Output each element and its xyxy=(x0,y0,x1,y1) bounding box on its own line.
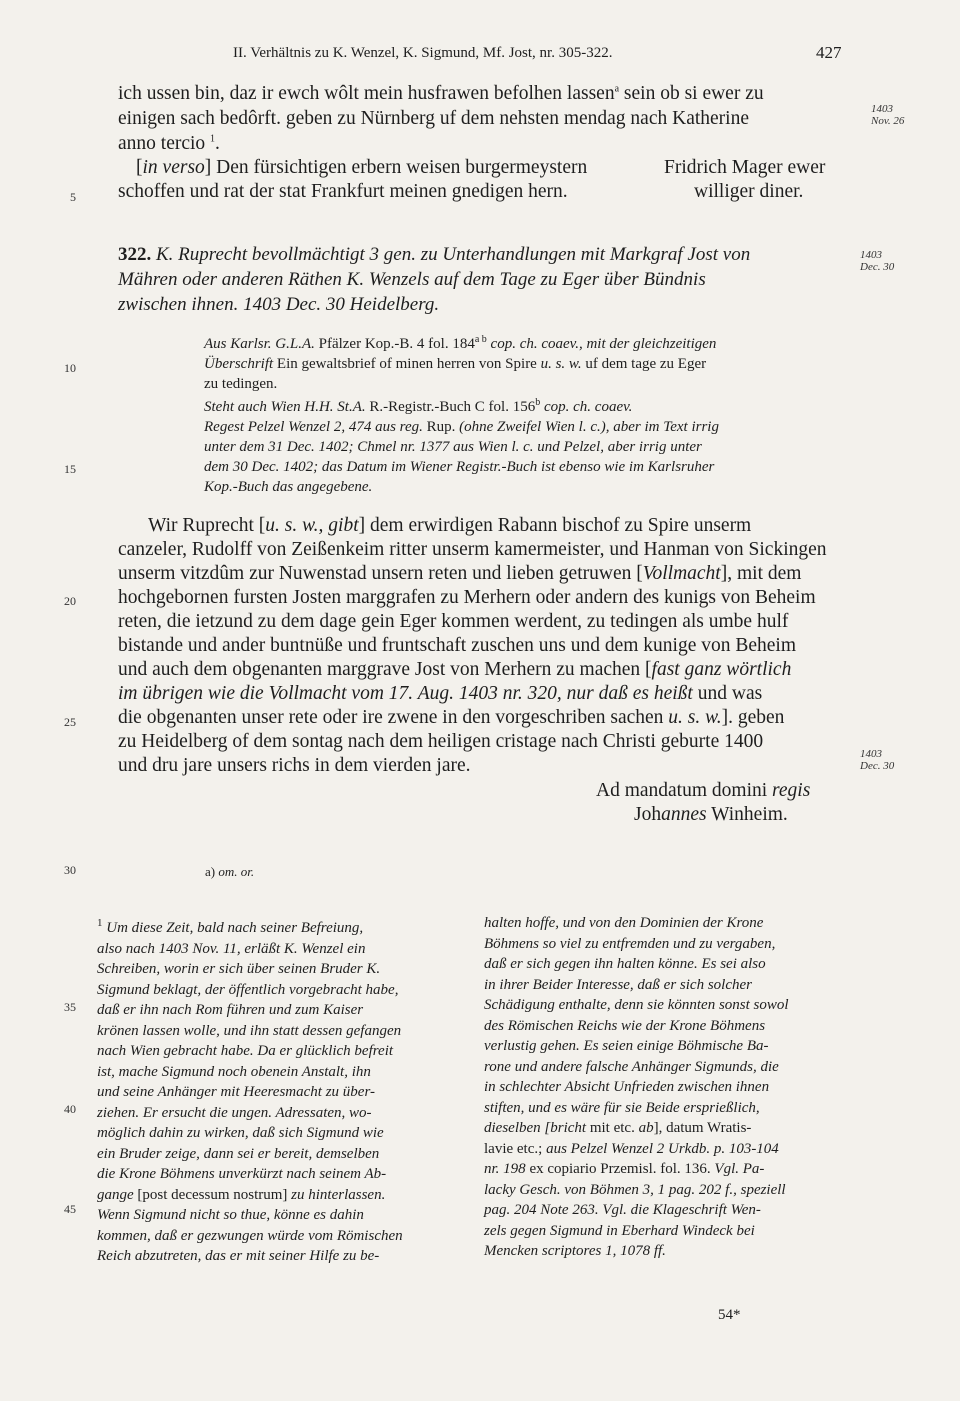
source-line-1: Aus Karlsr. G.L.A. Pfälzer Kop.-B. 4 fol. $184^{a b}$ cop. ch. coaev., mit der gleichzeitigen xyxy=(204,334,717,352)
text-line-5: reten, die ietzund zu dem dage gein Eger kommen werdent, zu tedingen als umbe hulf xyxy=(118,611,789,632)
top-line-3: anno tercio $^1$. xyxy=(118,133,220,154)
signer-line-2: williger diner. xyxy=(694,181,804,202)
entry-title-line-2: Mähren oder anderen Räthen K. Wenzels auf dem Tage zu Eger über Bündnis xyxy=(118,269,706,290)
running-title: II. Verhältnis zu K. Wenzel, K. Sigmund, Mf. Jost, nr. 305-322. xyxy=(233,45,613,61)
top-line-1: ich ussen bin, daz ir ewch wôlt mein husfrawen befolhen lassen$^a$ sein ob si ewer zu xyxy=(118,83,764,104)
text-line-2: canzeler, Rudolff von Zeißenkeim ritter unserm kamermeister, und Hanman von Sickingen xyxy=(118,539,827,560)
line-number: 10 xyxy=(64,361,76,375)
text-line-3: unserm vitzdûm zur Nuwenstad unsern reten und lieben getruwen [Vollmacht], mit dem xyxy=(118,563,802,584)
source-line-6: unter dem 31 Dec. 1402; Chmel nr. 1377 aus Wien l. c. und Pelzel, aber irrig unter xyxy=(204,439,702,455)
entry-title-line-3: zwischen ihnen. 1403 Dec. 30 Heidelberg. xyxy=(118,294,440,315)
source-line-2: Überschrift Ein gewaltsbrief of minen herren von Spire u. s. w. uf dem tage zu Eger xyxy=(204,356,707,372)
text-line-8: im übrigen wie die Vollmacht vom 17. Aug. 1403 nr. 320, nur daß es heißt und was xyxy=(118,683,763,704)
footnote-left: $^1$ Um diese Zeit, bald nach seiner Befreiung, also nach 1403 Nov. 11, erläßt K. Wenzel ein Schreiben, worin er sich über seinen Bruder K. Sigmund beklagt, der öffentlich vorgebracht habe, daß er ihn nach Rom führen und zum Kaiser krönen lassen wolle, und ihn statt dessen gefangen nach Wien gebracht habe. Da er glücklich befreit ist, mache Sigmund noch obenein Anstalt, ihn und seine Anhänger mit Heeresmacht zu über- ziehen. Er ersucht die ungen. Adressaten, wo- möglich dahin zu wirken, daß sich Sigmund wie ein Bruder zeige, dann sei er bereit, demselben die Krone Böhmens unverkürzt nach seinem Ab- gange [post decessum nostrum] zu hinterlassen. Wenn Sigmund nicht so thue, könne es dahin kommen, daß er gezwungen würde vom Römischen Reich abzutreten, das er mit seiner Hilfe zu be- xyxy=(97,917,403,1264)
margin-date-text: 1403 Dec. 30 xyxy=(860,748,895,772)
margin-date-top: 1403 Nov. 26 xyxy=(871,103,905,127)
signer-line-1: Fridrich Mager ewer xyxy=(664,157,826,178)
line-number: 40 xyxy=(64,1102,76,1116)
text-line-9: die obgenanten unser rete oder ire zwene in den vorgeschriben sachen u. s. w.]. geben xyxy=(118,707,785,728)
line-number: 35 xyxy=(64,1000,76,1014)
source-line-5: Regest Pelzel Wenzel 2, 474 aus reg. Rup. (ohne Zweifel Wien l. c.), aber im Text irrig xyxy=(204,419,719,435)
text-line-11: und dru jare unsers richs in dem vierden jare. xyxy=(118,755,471,776)
source-line-8: Kop.-Buch das angegebene. xyxy=(204,479,373,495)
text-line-10: zu Heidelberg of dem sontag nach dem heiligen cristage nach Christi geburte 1400 xyxy=(118,731,764,752)
page-number: 427 xyxy=(816,43,842,62)
source-line-3: zu tedingen. xyxy=(204,376,278,392)
text-line-4: hochgebornen fursten Josten marggrafen zu Merhern oder andern des kunigs von Beheim xyxy=(118,587,816,608)
verso-line-1: [in verso] Den fürsichtigen erbern weisen burgermeystern xyxy=(136,157,588,178)
apparatus-note: a) om. or. xyxy=(205,864,255,879)
entry-title-line-1: 322. K. Ruprecht bevollmächtigt 3 gen. zu Unterhandlungen mit Markgraf Jost von xyxy=(118,244,751,265)
line-number: 5 xyxy=(70,190,76,204)
line-number: 30 xyxy=(64,863,76,877)
footnote-right: halten hoffe, und von den Dominien der Krone Böhmens so viel zu entfremden und zu vergaben, daß er sich gegen ihn halten könne. Es sei also in ihrer Beider Interesse, daß er sich solcher Schädigung enthalte, denn sie könnten sonst sowol des Römischen Reichs wie der Krone Böhmens verlustig gehen. Es seien einige Böhmische Ba- rone und andere falsche Anhänger Sigmunds, die in schlechter Absicht Unfrieden zwischen ihnen stiften, und es wäre für sie Beide ersprießlich, dieselben [bricht mit etc. ab], datum Wratis- lavie etc.; aus Pelzel Wenzel 2 Urkdb. p. 103-104 nr. 198 ex copiario Przemisl. fol. 136. Vgl. Pa- lacky Gesch. von Böhmen 3, 1 pag. 202 f., speziell pag. 204 Note 263. Vgl. die Klageschrift Wen- zels gegen Sigmund in Eberhard Windeck bei Mencken scriptores 1, 1078 ff. xyxy=(484,915,789,1259)
text-line-6: bistande und ander buntnüße und fruntschaft zuschen uns und dem kunige von Beheim xyxy=(118,635,797,656)
verso-line-2: schoffen und rat der stat Frankfurt meinen gnedigen hern. xyxy=(118,181,568,202)
line-number: 45 xyxy=(64,1202,76,1216)
margin-date-entry: 1403 Dec. 30 xyxy=(860,249,895,273)
line-number: 20 xyxy=(64,594,76,608)
signature-line-2: Johannes Winheim. xyxy=(634,804,788,825)
signature-line-1: Ad mandatum domini regis xyxy=(596,780,811,801)
top-line-2: einigen sach bedôrft. geben zu Nürnberg uf dem nehsten mendag nach Katherine xyxy=(118,108,749,129)
source-line-7: dem 30 Dec. 1402; das Datum im Wiener Registr.-Buch ist ebenso wie im Karlsruher xyxy=(204,459,715,475)
text-line-1: Wir Ruprecht [u. s. w., gibt] dem erwirdigen Rabann bischof zu Spire unserm xyxy=(148,515,752,536)
signature-mark: 54* xyxy=(718,1307,741,1323)
line-number: 15 xyxy=(64,462,76,476)
line-number: 25 xyxy=(64,715,76,729)
source-line-4: Steht auch Wien H.H. St.A. R.-Registr.-Buch C fol. 156$^b$ cop. ch. coaev. xyxy=(204,397,633,415)
text-line-7: und auch dem obgenanten marggrave Jost von Merhern zu machen [fast ganz wörtlich xyxy=(118,659,792,680)
